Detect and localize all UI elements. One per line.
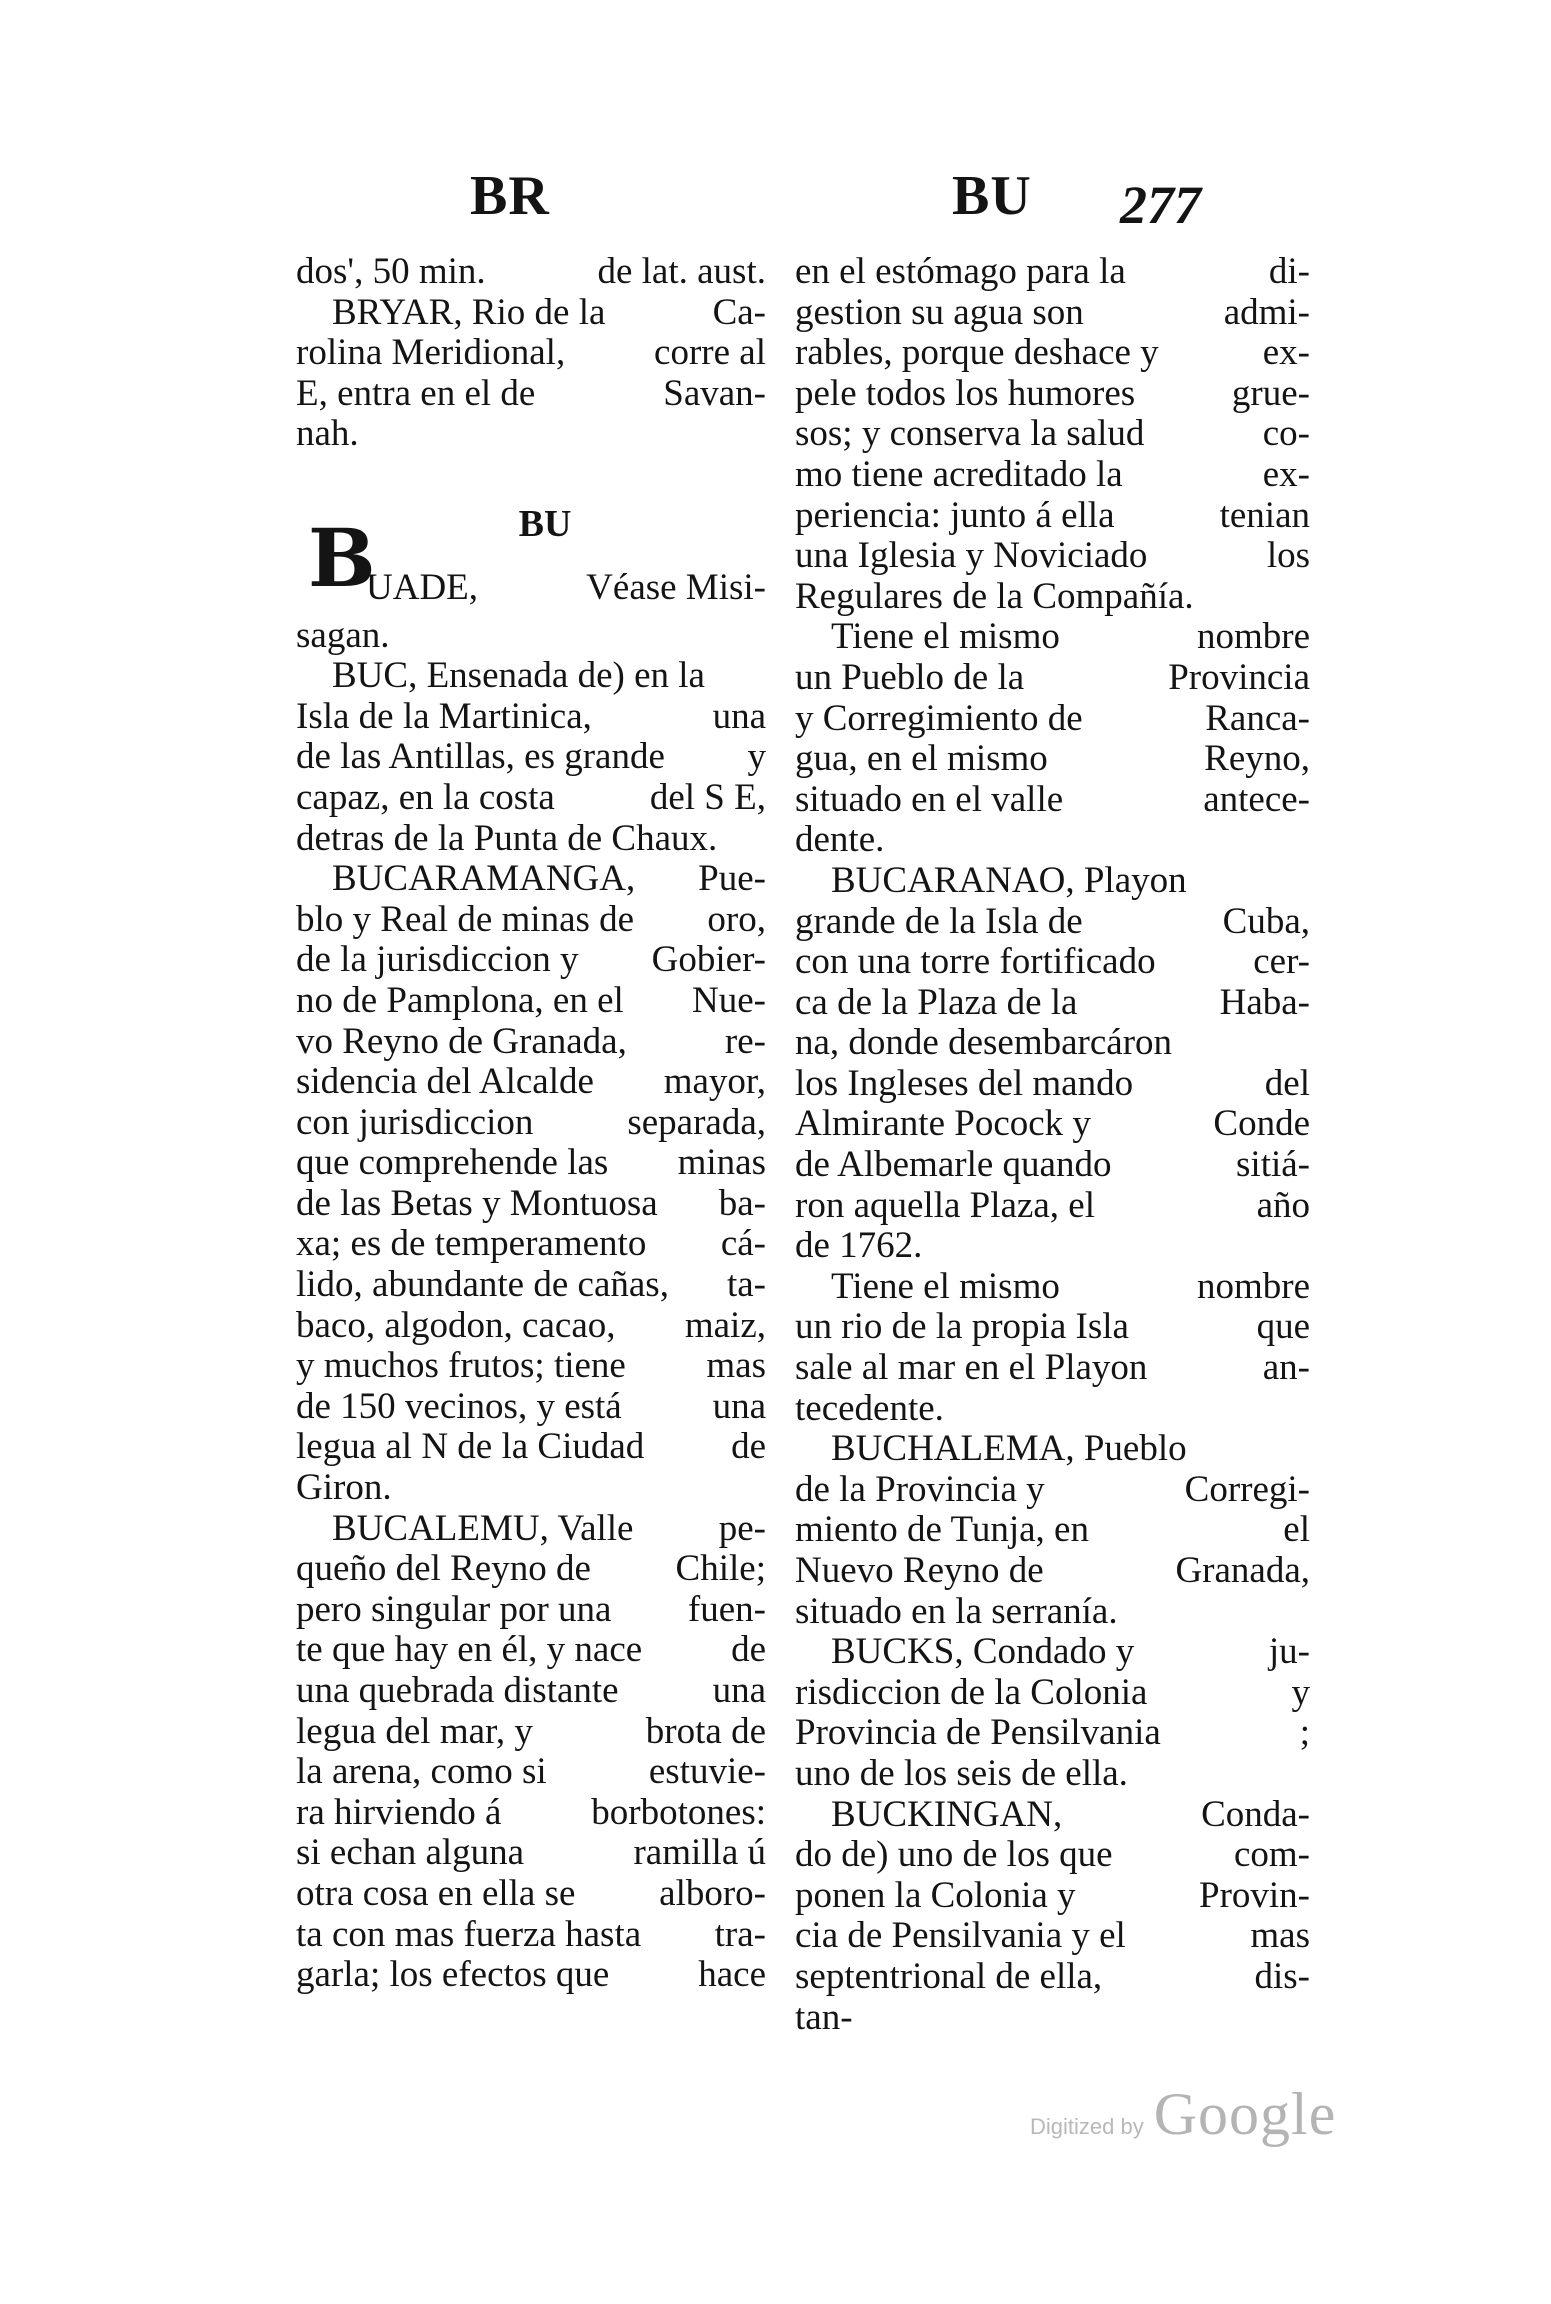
text-segment: ca de la Plaza de la [795, 981, 1078, 1023]
text-segment: co- [1262, 413, 1310, 455]
text-line [795, 1998, 1310, 2039]
text-line [795, 1104, 1310, 1145]
text-line [795, 1957, 1310, 1998]
text-line [795, 577, 1310, 618]
text-segment: tecedente. [795, 1387, 944, 1429]
text-segment: ex- [1262, 332, 1310, 374]
text-line [296, 1590, 766, 1631]
text-segment: una Iglesia y Noviciado [795, 535, 1148, 577]
text-segment: de las Betas y Montuosa [296, 1182, 658, 1224]
left-column [296, 252, 766, 1996]
text-segment: y [747, 736, 766, 778]
text-segment: BUCARAMANGA, [332, 858, 636, 900]
text-line [296, 1671, 766, 1712]
text-segment: brota de [645, 1710, 766, 1752]
text-line [795, 617, 1310, 658]
text-segment: de la jurisdiccion y [296, 939, 579, 981]
text-segment: cá- [720, 1223, 766, 1265]
text-line [795, 1835, 1310, 1876]
text-segment: de Albemarle quando [795, 1144, 1112, 1186]
text-segment: de [731, 1426, 766, 1468]
text-line [795, 536, 1310, 577]
text-segment: alboro- [659, 1872, 766, 1914]
text-segment: los Ingleses del mando [795, 1062, 1134, 1104]
text-segment: legua del mar, y [296, 1710, 533, 1752]
text-segment: BUCKS, Condado y [831, 1631, 1135, 1673]
text-line [296, 1712, 766, 1753]
text-segment: Almirante Pocock y [795, 1103, 1091, 1145]
text-segment: an- [1262, 1347, 1310, 1389]
text-segment: ron aquella Plaza, el [795, 1184, 1095, 1226]
text-segment: ju- [1268, 1631, 1310, 1673]
text-segment: situado en el valle [795, 778, 1064, 820]
text-segment: tenian [1219, 494, 1310, 536]
text-line [296, 1955, 766, 1996]
dropcap-entry [296, 510, 766, 616]
text-line [296, 1874, 766, 1915]
text-line [795, 1389, 1310, 1430]
text-segment: uno de los seis de ella. [795, 1752, 1128, 1794]
text-segment: nah. [296, 413, 359, 455]
text-segment: pero singular por una [296, 1588, 612, 1630]
text-segment: periencia: junto á ella [795, 494, 1115, 536]
text-line [296, 616, 766, 657]
text-line [296, 697, 766, 738]
google-logo: Google [1153, 2081, 1337, 2147]
text-segment: corre al [654, 332, 766, 374]
text-line [795, 820, 1310, 861]
text-segment: con una torre fortificado [795, 941, 1156, 983]
dropcap-entry-text [366, 568, 766, 609]
text-segment: rables, porque deshace y [795, 332, 1159, 374]
text-segment: miento de Tunja, en [795, 1509, 1089, 1551]
text-segment: queño del Reyno de [296, 1548, 591, 1590]
text-line [795, 1876, 1310, 1917]
text-segment: garla; los efectos que [296, 1954, 610, 1996]
text-segment: los [1266, 535, 1310, 577]
text-line [795, 699, 1310, 740]
text-segment: nombre [1196, 616, 1310, 658]
text-segment: ba- [718, 1182, 766, 1224]
text-segment: baco, algodon, cacao, [296, 1304, 616, 1346]
text-segment: te que hay en él, y nace [296, 1629, 643, 1671]
text-segment: dis- [1254, 1955, 1310, 1997]
text-line [296, 1022, 766, 1063]
text-segment: y muchos frutos; tiene [296, 1345, 626, 1387]
text-line [795, 983, 1310, 1024]
text-segment: Provin- [1199, 1874, 1310, 1916]
digitized-watermark [1030, 2080, 1336, 2149]
text-line [296, 859, 766, 900]
right-column [795, 252, 1310, 2038]
text-segment: sale al mar en el Playon [795, 1347, 1148, 1389]
text-segment: cia de Pensilvania y el [795, 1915, 1126, 1957]
text-line [795, 1307, 1310, 1348]
text-line [296, 333, 766, 374]
text-segment: de las Antillas, es grande [296, 736, 665, 778]
text-line [296, 819, 766, 860]
text-line [296, 1265, 766, 1306]
text-segment: la arena, como si [296, 1751, 547, 1793]
drop-cap-letter: B [308, 510, 376, 605]
text-segment: sitiá- [1236, 1144, 1310, 1186]
text-segment: pele todos los humores [795, 372, 1136, 414]
text-segment: tan- [795, 1996, 853, 2038]
text-line [795, 1673, 1310, 1714]
text-segment: gestion su agua son [795, 291, 1084, 333]
text-segment: que [1256, 1306, 1310, 1348]
text-segment: oro, [707, 898, 766, 940]
text-line [795, 455, 1310, 496]
text-segment: risdiccion de la Colonia [795, 1671, 1148, 1713]
text-segment: Provincia [1168, 656, 1310, 698]
text-line [296, 981, 766, 1022]
text-segment: legua al N de la Ciudad [296, 1426, 645, 1468]
text-segment: dente. [795, 819, 885, 861]
text-line [296, 1549, 766, 1590]
text-segment: ta- [726, 1264, 766, 1306]
text-segment: de [731, 1629, 766, 1671]
text-segment: BUCHALEMA, Pueblo [831, 1428, 1187, 1470]
text-line [296, 1793, 766, 1834]
text-segment: Tiene el mismo [831, 616, 1060, 658]
text-segment: gua, en el mismo [795, 738, 1048, 780]
text-segment: lido, abundante de cañas, [296, 1264, 669, 1306]
blank-line [296, 455, 766, 496]
text-line [795, 1226, 1310, 1267]
text-segment: de lat. aust. [597, 251, 766, 292]
text-line [296, 1468, 766, 1509]
text-segment: ponen la Colonia y [795, 1874, 1076, 1916]
left-column-top-text [296, 252, 766, 455]
text-segment: de 150 vecinos, y está [296, 1385, 622, 1427]
text-segment: grue- [1231, 372, 1310, 414]
text-segment: el [1283, 1509, 1310, 1551]
text-segment: minas [677, 1142, 766, 1184]
text-line [296, 293, 766, 334]
text-line [296, 374, 766, 415]
text-segment: ramilla ú [633, 1832, 766, 1874]
text-segment: Reyno, [1204, 738, 1310, 780]
text-line [296, 656, 766, 697]
text-line [296, 1143, 766, 1184]
text-segment: blo y Real de minas de [296, 898, 635, 940]
text-segment: UADE, [366, 566, 479, 608]
text-segment: dos', 50 min. [296, 251, 486, 292]
text-segment: cer- [1253, 941, 1310, 983]
text-segment: mayor, [663, 1061, 766, 1103]
text-segment: do de) uno de los que [795, 1834, 1113, 1876]
text-segment: mas [706, 1345, 766, 1387]
text-line [795, 1795, 1310, 1836]
text-line [296, 1630, 766, 1671]
text-line [795, 1186, 1310, 1227]
text-segment: sidencia del Alcalde [296, 1061, 594, 1103]
text-line [795, 1429, 1310, 1470]
text-segment: rolina Meridional, [296, 332, 566, 374]
text-segment: ; [1299, 1712, 1310, 1754]
section-heading: BU [518, 502, 572, 545]
right-column-text [795, 252, 1310, 2038]
text-segment: BUCKINGAN, [831, 1793, 1063, 1835]
text-segment: Tiene el mismo [831, 1265, 1060, 1307]
text-line [296, 1915, 766, 1956]
text-line [795, 861, 1310, 902]
text-line [296, 1062, 766, 1103]
text-segment: si echan alguna [296, 1832, 525, 1874]
text-line [296, 1509, 766, 1550]
text-segment: capaz, en la costa [296, 776, 555, 818]
text-segment: E, entra en el de [296, 372, 536, 414]
text-segment: Pue- [698, 858, 766, 900]
text-segment: sagan. [296, 614, 390, 656]
text-segment: mas [1250, 1915, 1310, 1957]
text-line [795, 1064, 1310, 1105]
text-segment: maiz, [684, 1304, 766, 1346]
text-line [795, 252, 1310, 293]
text-segment: BUCARANAO, Playon [831, 859, 1187, 901]
text-segment: del S E, [649, 776, 766, 818]
text-segment: Nuevo Reyno de [795, 1550, 1044, 1591]
text-segment: pe- [718, 1507, 766, 1549]
text-segment: BUCALEMU, Valle [332, 1507, 634, 1549]
text-line [795, 1713, 1310, 1754]
text-segment: Chile; [675, 1548, 766, 1590]
text-segment: Granada, [1175, 1550, 1310, 1591]
text-segment: Conde [1213, 1103, 1310, 1145]
text-line [296, 737, 766, 778]
text-line [296, 940, 766, 981]
text-line [795, 902, 1310, 943]
text-line [795, 739, 1310, 780]
text-segment: mo tiene acreditado la [795, 453, 1123, 495]
text-segment: un Pueblo de la [795, 656, 1025, 698]
text-segment: ra hirviendo á [296, 1791, 502, 1833]
text-line [296, 1752, 766, 1793]
text-segment: un rio de la propia Isla [795, 1306, 1129, 1348]
text-line [296, 900, 766, 941]
text-segment: Haba- [1219, 981, 1310, 1023]
text-line [795, 1551, 1310, 1592]
text-segment: Provincia de Pensilvania [795, 1712, 1161, 1754]
text-segment: nombre [1196, 1265, 1310, 1307]
text-line [296, 778, 766, 819]
text-segment: otra cosa en ella se [296, 1872, 576, 1914]
text-line [296, 1833, 766, 1874]
text-segment: com- [1233, 1834, 1310, 1876]
text-segment: Isla de la Martinica, [296, 695, 592, 737]
text-segment: hace [698, 1954, 766, 1996]
text-segment: año [1256, 1184, 1310, 1226]
text-segment: di- [1268, 251, 1310, 292]
text-segment: estuvie- [648, 1751, 766, 1793]
text-line [795, 333, 1310, 374]
text-segment: Véase Misi- [586, 566, 766, 608]
text-line [795, 1510, 1310, 1551]
text-line [795, 374, 1310, 415]
text-segment: na, donde desembarcáron [795, 1022, 1173, 1064]
text-line [296, 252, 766, 293]
text-line [795, 658, 1310, 699]
text-line [795, 1145, 1310, 1186]
text-segment: ta con mas fuerza hasta [296, 1913, 642, 1955]
page-number: 277 [1120, 175, 1201, 235]
text-segment: Corregi- [1184, 1468, 1310, 1510]
text-line [795, 293, 1310, 334]
text-line [795, 496, 1310, 537]
text-line [795, 1348, 1310, 1389]
text-segment: Nue- [692, 979, 766, 1021]
text-segment: y [1291, 1671, 1310, 1713]
text-segment: de la Provincia y [795, 1468, 1045, 1510]
text-line [296, 1103, 766, 1144]
text-line [795, 1916, 1310, 1957]
text-segment: detras de la Punta de Chaux. [296, 817, 718, 859]
left-column-bottom-text [296, 616, 766, 1996]
text-segment: en el estómago para la [795, 251, 1126, 292]
text-segment: antece- [1203, 778, 1310, 820]
text-line [296, 414, 766, 455]
text-segment: situado en la serranía. [795, 1590, 1118, 1632]
text-segment: re- [724, 1020, 766, 1062]
text-line [795, 780, 1310, 821]
text-line [795, 1592, 1310, 1633]
text-segment: una [712, 695, 766, 737]
text-line [795, 1470, 1310, 1511]
text-line [296, 1387, 766, 1428]
text-segment: Cuba, [1222, 900, 1310, 942]
text-segment: Savan- [663, 372, 766, 414]
right-running-head: BU [952, 165, 1032, 227]
text-segment: Conda- [1201, 1793, 1310, 1835]
text-segment: xa; es de temperamento [296, 1223, 647, 1265]
text-segment: Ca- [712, 291, 766, 333]
text-segment: borbotones: [591, 1791, 766, 1833]
text-line [795, 414, 1310, 455]
text-segment: una [712, 1670, 766, 1711]
text-line [296, 1427, 766, 1468]
text-segment: BRYAR, Rio de la [332, 291, 606, 333]
text-segment: Ranca- [1205, 697, 1310, 739]
watermark-prefix: Digitized by [1030, 2114, 1144, 2139]
text-segment: no de Pamplona, en el [296, 979, 624, 1021]
text-line [795, 1754, 1310, 1795]
text-segment: sos; y conserva la salud [795, 413, 1145, 455]
text-segment: y Corregimiento de [795, 697, 1083, 739]
text-line [795, 1023, 1310, 1064]
text-segment: fuen- [687, 1588, 766, 1630]
left-running-head: BR [470, 165, 550, 227]
text-line [795, 1632, 1310, 1673]
text-segment: separada, [627, 1101, 766, 1143]
text-segment: del [1264, 1062, 1310, 1104]
text-segment: admi- [1223, 291, 1310, 333]
text-line [296, 1306, 766, 1347]
text-segment: de 1762. [795, 1225, 923, 1267]
text-segment: tra- [714, 1913, 766, 1955]
text-segment: grande de la Isla de [795, 900, 1083, 942]
text-segment: Giron. [296, 1467, 392, 1509]
text-segment: ex- [1262, 453, 1310, 495]
text-line [296, 1346, 766, 1387]
text-segment: Gobier- [651, 939, 766, 981]
text-line [795, 942, 1310, 983]
text-segment: una [712, 1385, 766, 1427]
text-line [795, 1267, 1310, 1308]
text-segment: una quebrada distante [296, 1670, 619, 1711]
text-segment: septentrional de ella, [795, 1955, 1103, 1997]
text-segment: Regulares de la Compañía. [795, 575, 1194, 617]
text-segment: que comprehende las [296, 1142, 609, 1184]
text-segment: con jurisdiccion [296, 1101, 534, 1143]
text-line [296, 1184, 766, 1225]
text-segment: BUC, Ensenada de) en la [332, 655, 705, 697]
text-line [296, 1224, 766, 1265]
text-segment: vo Reyno de Granada, [296, 1020, 627, 1062]
